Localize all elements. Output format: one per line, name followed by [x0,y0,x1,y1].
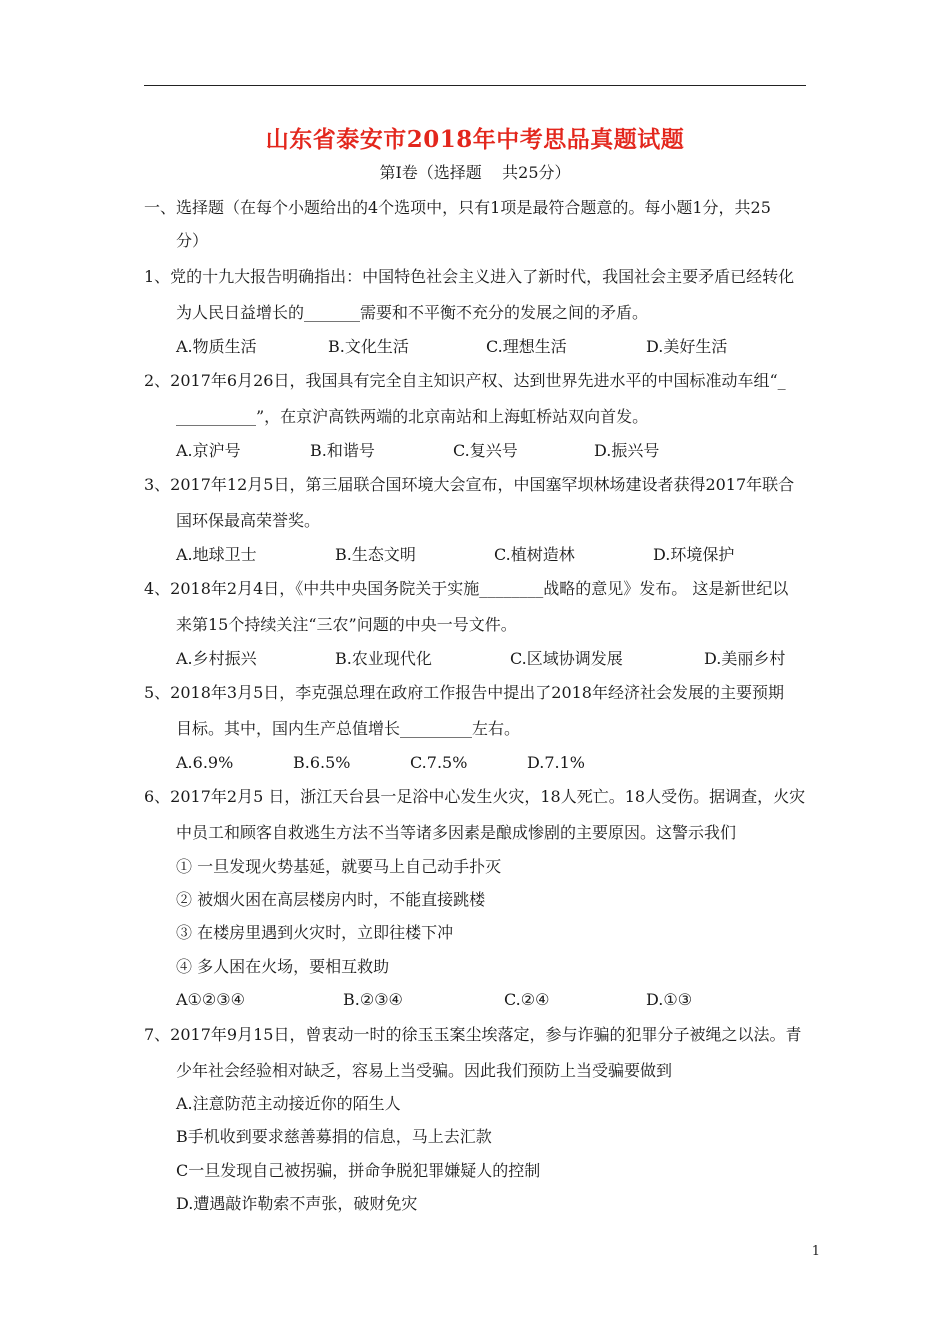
question-4-text: 4、2018年2月4日，《中共中央国务院关于实施________战略的意见》发布。 这是新世纪以 [144,579,789,598]
option-b: B.文化生活 [328,337,409,356]
question-5-text-cont: 目标。其中，国内生产总值增长_________左右。 [176,719,521,738]
page-number: 1 [811,1244,820,1259]
option-b: B.生态文明 [335,545,416,564]
option-a: A.京沪号 [176,441,241,460]
question-6-statement-2: ② 被烟火困在高层楼房内时，不能直接跳楼 [176,890,486,909]
option-a: A.乡村振兴 [176,649,257,668]
option-a: A.物质生活 [176,337,257,356]
option-d: D.美好生活 [646,337,728,356]
question-1-text: 1、党的十九大报告明确指出：中国特色社会主义进入了新时代，我国社会主要矛盾已经转化 [144,267,795,286]
option-c: C.理想生活 [486,337,567,356]
section-instructions-cont: 分） [176,231,209,250]
option-a: A.地球卫士 [176,545,257,564]
header-rule [144,85,806,86]
question-3-text-cont: 国环保最高荣誉奖。 [176,511,321,530]
option-c: C.7.5% [410,753,468,772]
option-d: D.美丽乡村 [704,649,786,668]
question-6-text: 6、2017年2月5 日，浙江天台县一足浴中心发生火灾，18人死亡。18人受伤。据调查，火灾 [144,787,806,806]
option-d: D.环境保护 [653,545,735,564]
page-title: 山东省泰安市2018年中考思品真题试题 [265,126,685,153]
option-d: D.振兴号 [594,441,660,460]
option-c: C.复兴号 [453,441,518,460]
question-7-text-cont: 少年社会经验相对缺乏，容易上当受骗。因此我们预防上当受骗要做到 [176,1061,673,1080]
question-7-option-c: C一旦发现自己被拐骗，拼命争脱犯罪嫌疑人的控制 [176,1161,541,1180]
option-d: D.①③ [646,990,693,1009]
question-7-option-b: B手机收到要求慈善募捐的信息，马上去汇款 [176,1127,492,1146]
option-b: B.②③④ [343,990,403,1009]
option-a: A.6.9% [176,753,234,772]
question-3-text: 3、2017年12月5日，第三届联合国环境大会宣布，中国塞罕坝林场建设者获得2017年联合 [144,475,795,494]
question-7-option-a: A.注意防范主动接近你的陌生人 [176,1094,401,1113]
option-c: C.区域协调发展 [510,649,623,668]
question-2-text-cont: __________”，在京沪高铁两端的北京南站和上海虹桥站双向首发。 [176,407,649,426]
option-d: D.7.1% [527,753,585,772]
question-4-text-cont: 来第15个持续关注“三农”问题的中央一号文件。 [176,615,517,634]
question-5-text: 5、2018年3月5日，李克强总理在政府工作报告中提出了2018年经济社会发展的主要预期 [144,683,784,702]
question-2-text: 2、2017年6月26日，我国具有完全自主知识产权、达到世界先进水平的中国标准动车组“_ [144,371,786,390]
question-6-text-cont: 中员工和顾客自救逃生方法不当等诸多因素是酿成惨剧的主要原因。这警示我们 [176,823,737,842]
option-a: A①②③④ [176,990,245,1009]
option-c: C.植树造林 [494,545,575,564]
question-7-text: 7、2017年9月15日，曾衷动一时的徐玉玉案尘埃落定，参与诈骗的犯罪分子被绳之以法。青 [144,1025,802,1044]
option-c: C.②④ [504,990,550,1009]
section-subtitle: 第Ⅰ卷（选择题 共25分） [379,163,571,182]
question-7-option-d: D.遭遇敲诈勒索不声张，破财免灾 [176,1194,418,1213]
question-1-text-cont: 为人民日益增长的_______需要和不平衡不充分的发展之间的矛盾。 [176,303,649,322]
question-6-statement-3: ③ 在楼房里遇到火灾时，立即往楼下冲 [176,923,454,942]
option-b: B.和谐号 [310,441,375,460]
question-6-statement-4: ④ 多人困在火场，要相互救助 [176,957,390,976]
question-6-statement-1: ① 一旦发现火势基延，就要马上自己动手扑灭 [176,857,502,876]
section-instructions: 一、选择题（在每个小题给出的4个选项中，只有1项是最符合题意的。每小题1分，共25 [144,198,771,217]
option-b: B.农业现代化 [335,649,432,668]
option-b: B.6.5% [293,753,351,772]
